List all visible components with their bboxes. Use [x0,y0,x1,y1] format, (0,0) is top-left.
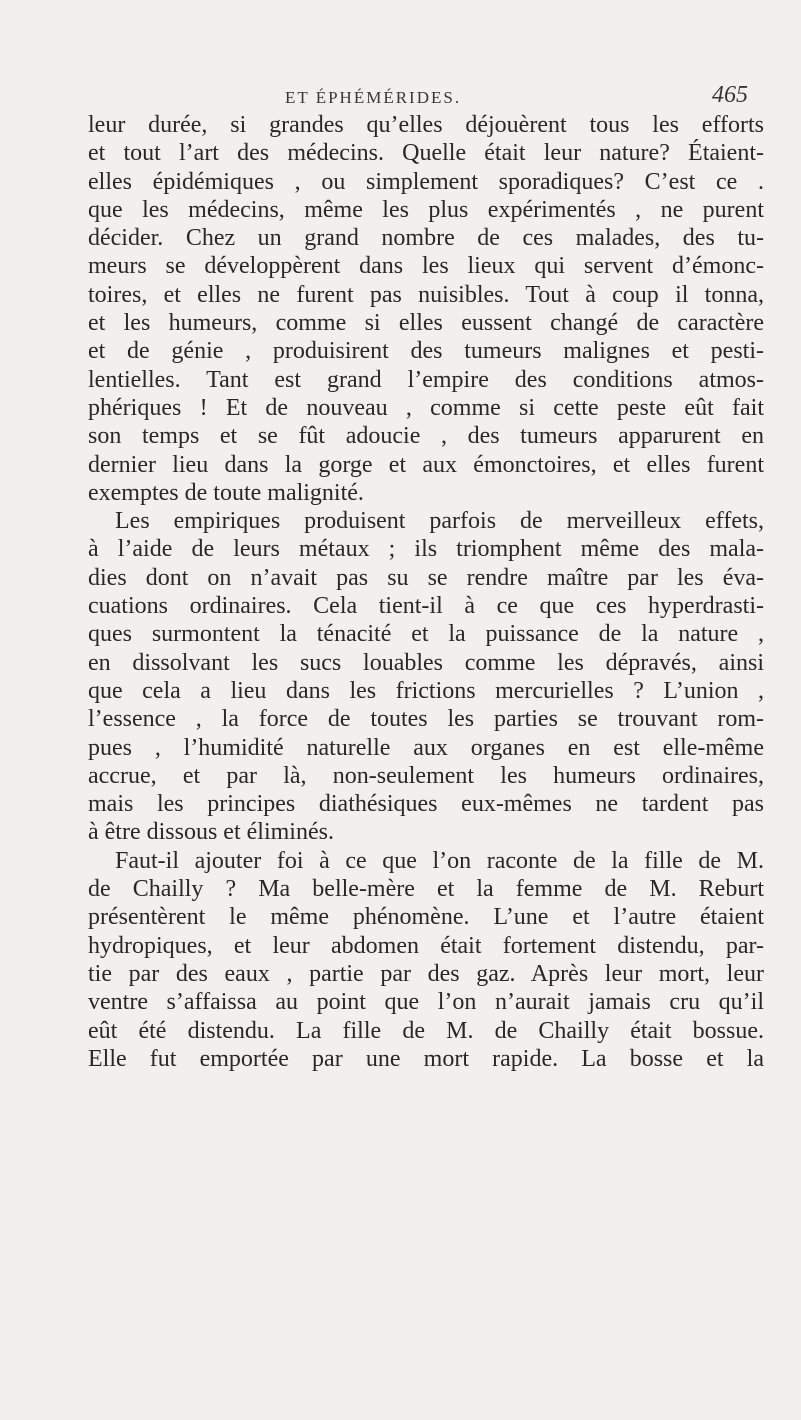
text-line: leur durée, si grandes qu’elles déjouèrent tous les efforts [88,112,764,138]
text-line: toires, et elles ne furent pas nuisibles. Tout à coup il tonna, [88,281,764,308]
text-line: en dissolvant les sucs louables comme les dépravés, ainsi [88,649,764,676]
text-line: exemptes de toute malignité. [88,479,364,506]
text-line: cuations ordinaires. Cela tient-il à ce que ces hyperdrasti- [88,593,764,620]
text-line: dies dont on n’avait pas su se rendre maître par les éva- [88,564,764,591]
text-line: pues , l’humidité naturelle aux organes en est elle-même [88,734,764,761]
text-line: tie par des eaux , partie par des gaz. Après leur mort, leur [88,960,764,987]
text-line: décider. Chez un grand nombre de ces malades, des tu- [88,225,764,252]
text-line: son temps et se fût adoucie , des tumeurs apparurent en [88,423,764,450]
text-line: phériques ! Et de nouveau , comme si cette peste eût fait [88,394,764,421]
text-line: Elle fut emportée par une mort rapide. La bosse et la [88,1045,764,1072]
text-line: Faut-il ajouter foi à ce que l’on raconte de la fille de M. [115,847,764,874]
text-line: meurs se développèrent dans les lieux qui servent d’émonc- [88,253,764,280]
text-line: mais les principes diathésiques eux-mêmes ne tardent pas [88,791,764,818]
running-title: ET ÉPHÉMÉRIDES. [285,88,462,107]
text-line: ques surmontent la ténacité et la puissance de la nature , [88,621,764,648]
text-line: de Chailly ? Ma belle-mère et la femme de M. Reburt [88,876,764,903]
text-line: et tout l’art des médecins. Quelle était leur nature? Étaient- [88,140,764,167]
text-line: à être dissous et éliminés. [88,819,334,846]
text-line: que cela a lieu dans les frictions mercurielles ? L’union , [88,677,764,704]
text-line: lentielles. Tant est grand l’empire des conditions atmos- [88,366,764,393]
text-line: et les humeurs, comme si elles eussent changé de caractère [88,310,764,337]
text-line: à l’aide de leurs métaux ; ils triomphent même des mala- [88,536,764,563]
running-header [0,82,801,112]
body-text [88,111,764,1073]
text-line: que les médecins, même les plus expérimentés , ne purent [88,196,764,223]
text-line: Les empiriques produisent parfois de merveilleux effets, [115,508,764,535]
text-line: présentèrent le même phénomène. L’une et l’autre étaient [88,904,764,931]
text-line: ventre s’affaissa au point que l’on n’aurait jamais cru qu’il [88,989,764,1016]
text-line: accrue, et par là, non-seulement les humeurs ordinaires, [88,762,764,789]
text-line: hydropiques, et leur abdomen était fortement distendu, par- [88,932,764,959]
text-line: elles épidémiques , ou simplement sporadiques? C’est ce . [88,168,764,195]
text-line: eût été distendu. La fille de M. de Chailly était bossue. [88,1017,764,1044]
page-number: 465 [712,82,748,108]
text-line: l’essence , la force de toutes les parties se trouvant rom- [88,706,764,733]
text-line: dernier lieu dans la gorge et aux émonctoires, et elles furent [88,451,764,478]
text-line: et de génie , produisirent des tumeurs malignes et pesti- [88,338,764,365]
